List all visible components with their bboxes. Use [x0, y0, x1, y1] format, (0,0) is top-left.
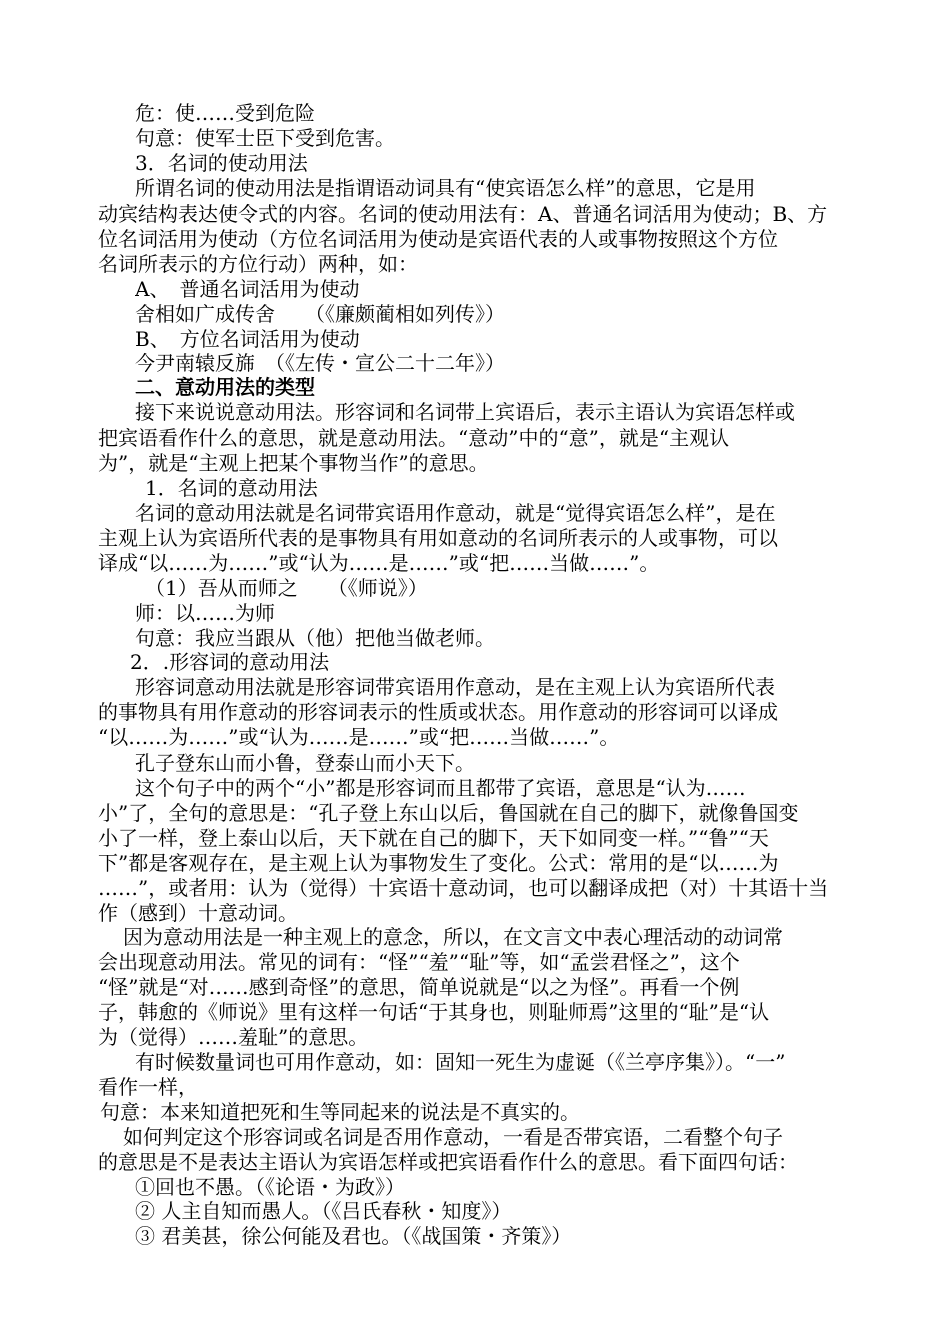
example-line: ①回也不愚。（《论语・为政》）	[135, 1175, 405, 1199]
text-line: “怪”就是“对……感到奇怪”的意思，简单说就是“以之为怪”。再看一个例	[98, 975, 740, 999]
text-line: 看作一样，	[98, 1075, 198, 1099]
text-line: 如何判定这个形容词或名词是否用作意动，一看是否带宾语，二看整个句子	[123, 1125, 783, 1149]
text-line: 小”了，全句的意思是：“孔子登上东山以后，鲁国就在自己的脚下，就像鲁国变	[98, 801, 799, 825]
text-line: 会出现意动用法。常见的词有：“怪”“羞”“耻”等，如“孟尝君怪之”，这个	[98, 950, 740, 974]
text-line: 译成“以……为……”或“认为……是……”或“把……当做……”。	[98, 551, 660, 575]
text-line: 因为意动用法是一种主观上的意念，所以，在文言文中表心理活动的动词常	[123, 925, 783, 949]
example-line: 舍相如广成传舍 （《廉颇蔺相如列传》）	[135, 302, 505, 326]
text-line: 为”，就是“主观上把某个事物当作”的意思。	[98, 451, 489, 475]
text-line: 危：使……受到危险	[135, 101, 315, 125]
section-heading: 2．.形容词的意动用法	[130, 650, 330, 674]
text-line: 有时候数量词也可用作意动，如：固知一死生为虚诞（《兰亭序集》）。“一”	[135, 1050, 786, 1074]
text-line: 形容词意动用法就是形容词带宾语用作意动，是在主观上认为宾语所代表	[135, 675, 775, 699]
text-line: “以……为……”或“认为……是……”或“把……当做……”。	[98, 725, 620, 749]
text-line: 名词的意动用法就是名词带宾语用作意动，就是“觉得宾语怎么样”，是在	[135, 501, 776, 525]
text-line: 下”都是客观存在，是主观上认为事物发生了变化。公式：常用的是“以……为	[98, 851, 779, 875]
text-line: 小了一样，登上泰山以后，天下就在自己的脚下，天下如同变一样。”“鲁”“天	[98, 826, 769, 850]
section-heading: 3．名词的使动用法	[135, 151, 308, 175]
example-line: （1）吾从而师之 （《师说》）	[145, 576, 428, 600]
text-line: 这个句子中的两个“小”都是形容词而且都带了宾语，意思是“认为……	[135, 776, 746, 800]
text-line: 的事物具有用作意动的形容词表示的性质或状态。用作意动的形容词可以译成	[98, 700, 778, 724]
text-line: 所谓名词的使动用法是指谓语动词具有“使宾语怎么样”的意思，它是用	[135, 176, 756, 200]
list-item: A、 普通名词活用为使动	[135, 277, 360, 301]
list-item: B、 方位名词活用为使动	[135, 327, 360, 351]
text-line: 句意：使军士臣下受到危害。	[135, 126, 395, 150]
text-line: 接下来说说意动用法。形容词和名词带上宾语后，表示主语认为宾语怎样或	[135, 400, 795, 424]
section-heading: 1．名词的意动用法	[145, 476, 318, 500]
text-line: 把宾语看作什么的意思，就是意动用法。“意动”中的“意”，就是“主观认	[98, 426, 730, 450]
text-line: 名词所表示的方位行动）两种，如：	[98, 252, 418, 276]
example-line: 孔子登东山而小鲁，登泰山而小天下。	[135, 751, 475, 775]
text-line: ……”，或者用：认为（觉得）十宾语十意动词，也可以翻译成把（对）十其语十当	[98, 876, 829, 900]
text-line: 师：以……为师	[135, 601, 275, 625]
example-line: ② 人主自知而愚人。（《吕氏春秋・知度》）	[135, 1199, 512, 1223]
text-line: 的意思是不是表达主语认为宾语怎样或把宾语看作什么的意思。看下面四句话：	[98, 1150, 798, 1174]
text-line: 句意：我应当跟从（他）把他当做老师。	[135, 626, 495, 650]
text-line: 主观上认为宾语所代表的是事物具有用如意动的名词所表示的人或事物，可以	[98, 526, 778, 550]
section-heading-bold: 二、意动用法的类型	[135, 375, 315, 399]
text-line: 子，韩愈的《师说》里有这样一句话“于其身也，则耻师焉”这里的“耻”是“认	[98, 1000, 770, 1024]
text-line: 为（觉得）……羞耻”的意思。	[98, 1025, 369, 1049]
text-line: 句意：本来知道把死和生等同起来的说法是不真实的。	[100, 1100, 580, 1124]
text-line: 动宾结构表达使令式的内容。名词的使动用法有：A、普通名词活用为使动；B、方	[98, 202, 828, 226]
example-line: ③ 君美甚，徐公何能及君也。（《战国策・齐策》）	[135, 1224, 572, 1248]
text-line: 位名词活用为使动（方位名词活用为使动是宾语代表的人或事物按照这个方位	[98, 227, 778, 251]
text-line: 作（感到）十意动词。	[98, 901, 298, 925]
example-line: 今尹南辕反旆 （《左传・宣公二十二年》）	[135, 351, 505, 375]
